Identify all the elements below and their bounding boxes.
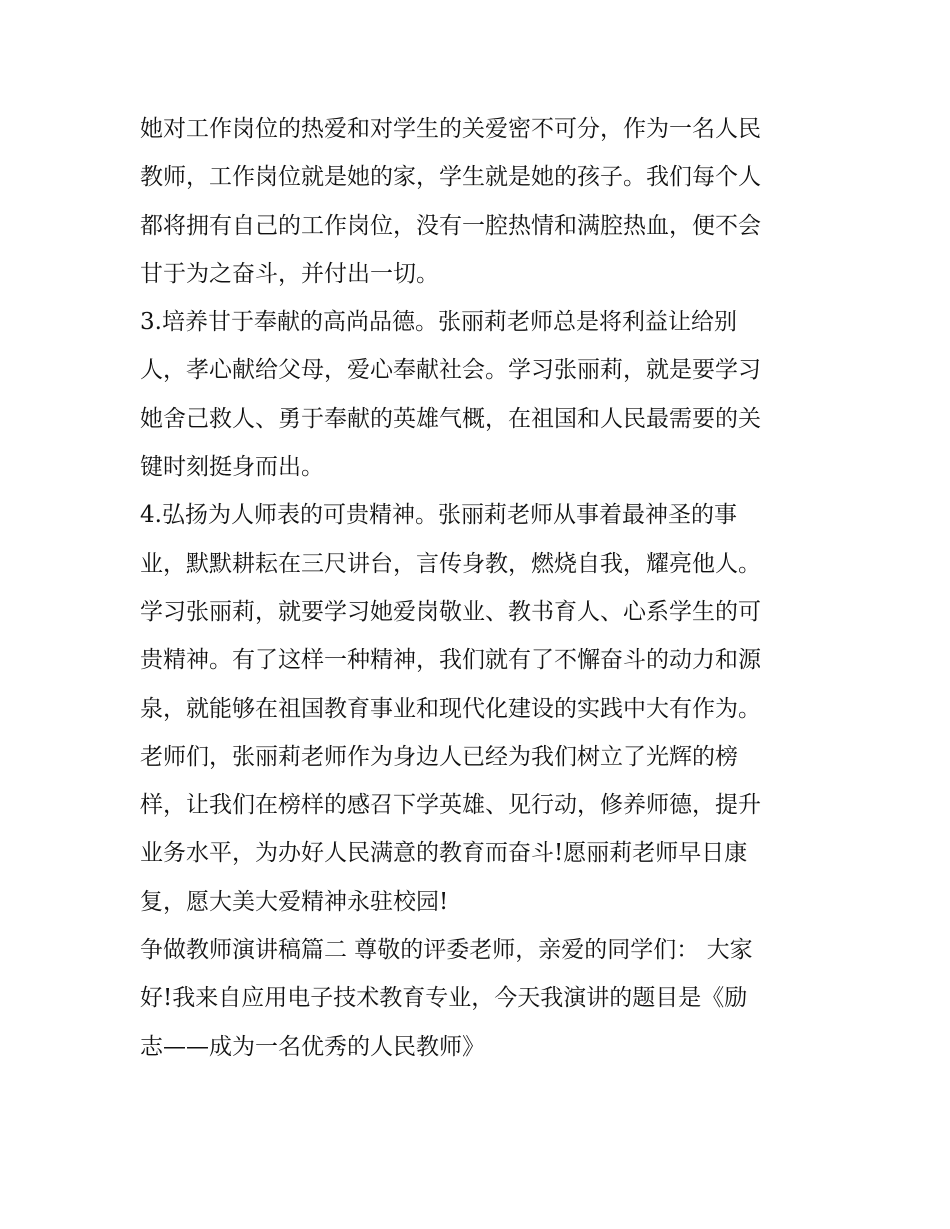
text-line: 键时刻挺身而出。 [140, 454, 324, 481]
text-line: 贵精神。有了这样一种精神，我们就有了不懈奋斗的动力和源 [140, 647, 761, 674]
text-line: 泉，就能够在祖国教育事业和现代化建设的实践中大有作为。 [140, 695, 761, 722]
text-line: 复，愿大美大爱精神永驻校园! [140, 888, 449, 915]
text-line: 样，让我们在榜样的感召下学英雄、见行动，修养师德，提升 [140, 792, 761, 819]
text-line: 学习张丽莉，就要学习她爱岗敬业、教书育人、心系学生的可 [140, 598, 761, 625]
text-line: 老师们，张丽莉老师作为身边人已经为我们树立了光辉的榜 [140, 743, 738, 770]
text-line: 4.弘扬为人师表的可贵精神。张丽莉老师从事着最神圣的事 [140, 502, 737, 529]
text-line: 都将拥有自己的工作岗位，没有一腔热情和满腔热血，便不会 [140, 212, 761, 239]
text-line: 她对工作岗位的热爱和对学生的关爱密不可分，作为一名人民 [140, 116, 761, 142]
text-line: 教师，工作岗位就是她的家，学生就是她的孩子。我们每个人 [140, 164, 761, 191]
text-line: 业，默默耕耘在三尺讲台，言传身教，燃烧自我，耀亮他人。 [140, 550, 761, 577]
text-line: 甘于为之奋斗，并付出一切。 [140, 260, 439, 287]
text-line: 好!我来自应用电子技术教育专业，今天我演讲的题目是《励 [140, 985, 748, 1012]
text-line: 业务水平，为办好人民满意的教育而奋斗!愿丽莉老师早日康 [140, 840, 748, 867]
text-line: 她舍己救人、勇于奉献的英雄气概，在祖国和人民最需要的关 [140, 405, 761, 432]
text-line: 人，孝心献给父母，爱心奉献社会。学习张丽莉，就是要学习 [140, 357, 761, 384]
document-body [140, 105, 830, 1071]
text-line: 3.培养甘于奉献的高尚品德。张丽莉老师总是将利益让给别 [140, 309, 737, 336]
text-line: 争做教师演讲稿篇二 尊敬的评委老师，亲爱的同学们： 大家 [140, 937, 753, 964]
text-line: 志——成为一名优秀的人民教师》 [140, 1033, 485, 1060]
